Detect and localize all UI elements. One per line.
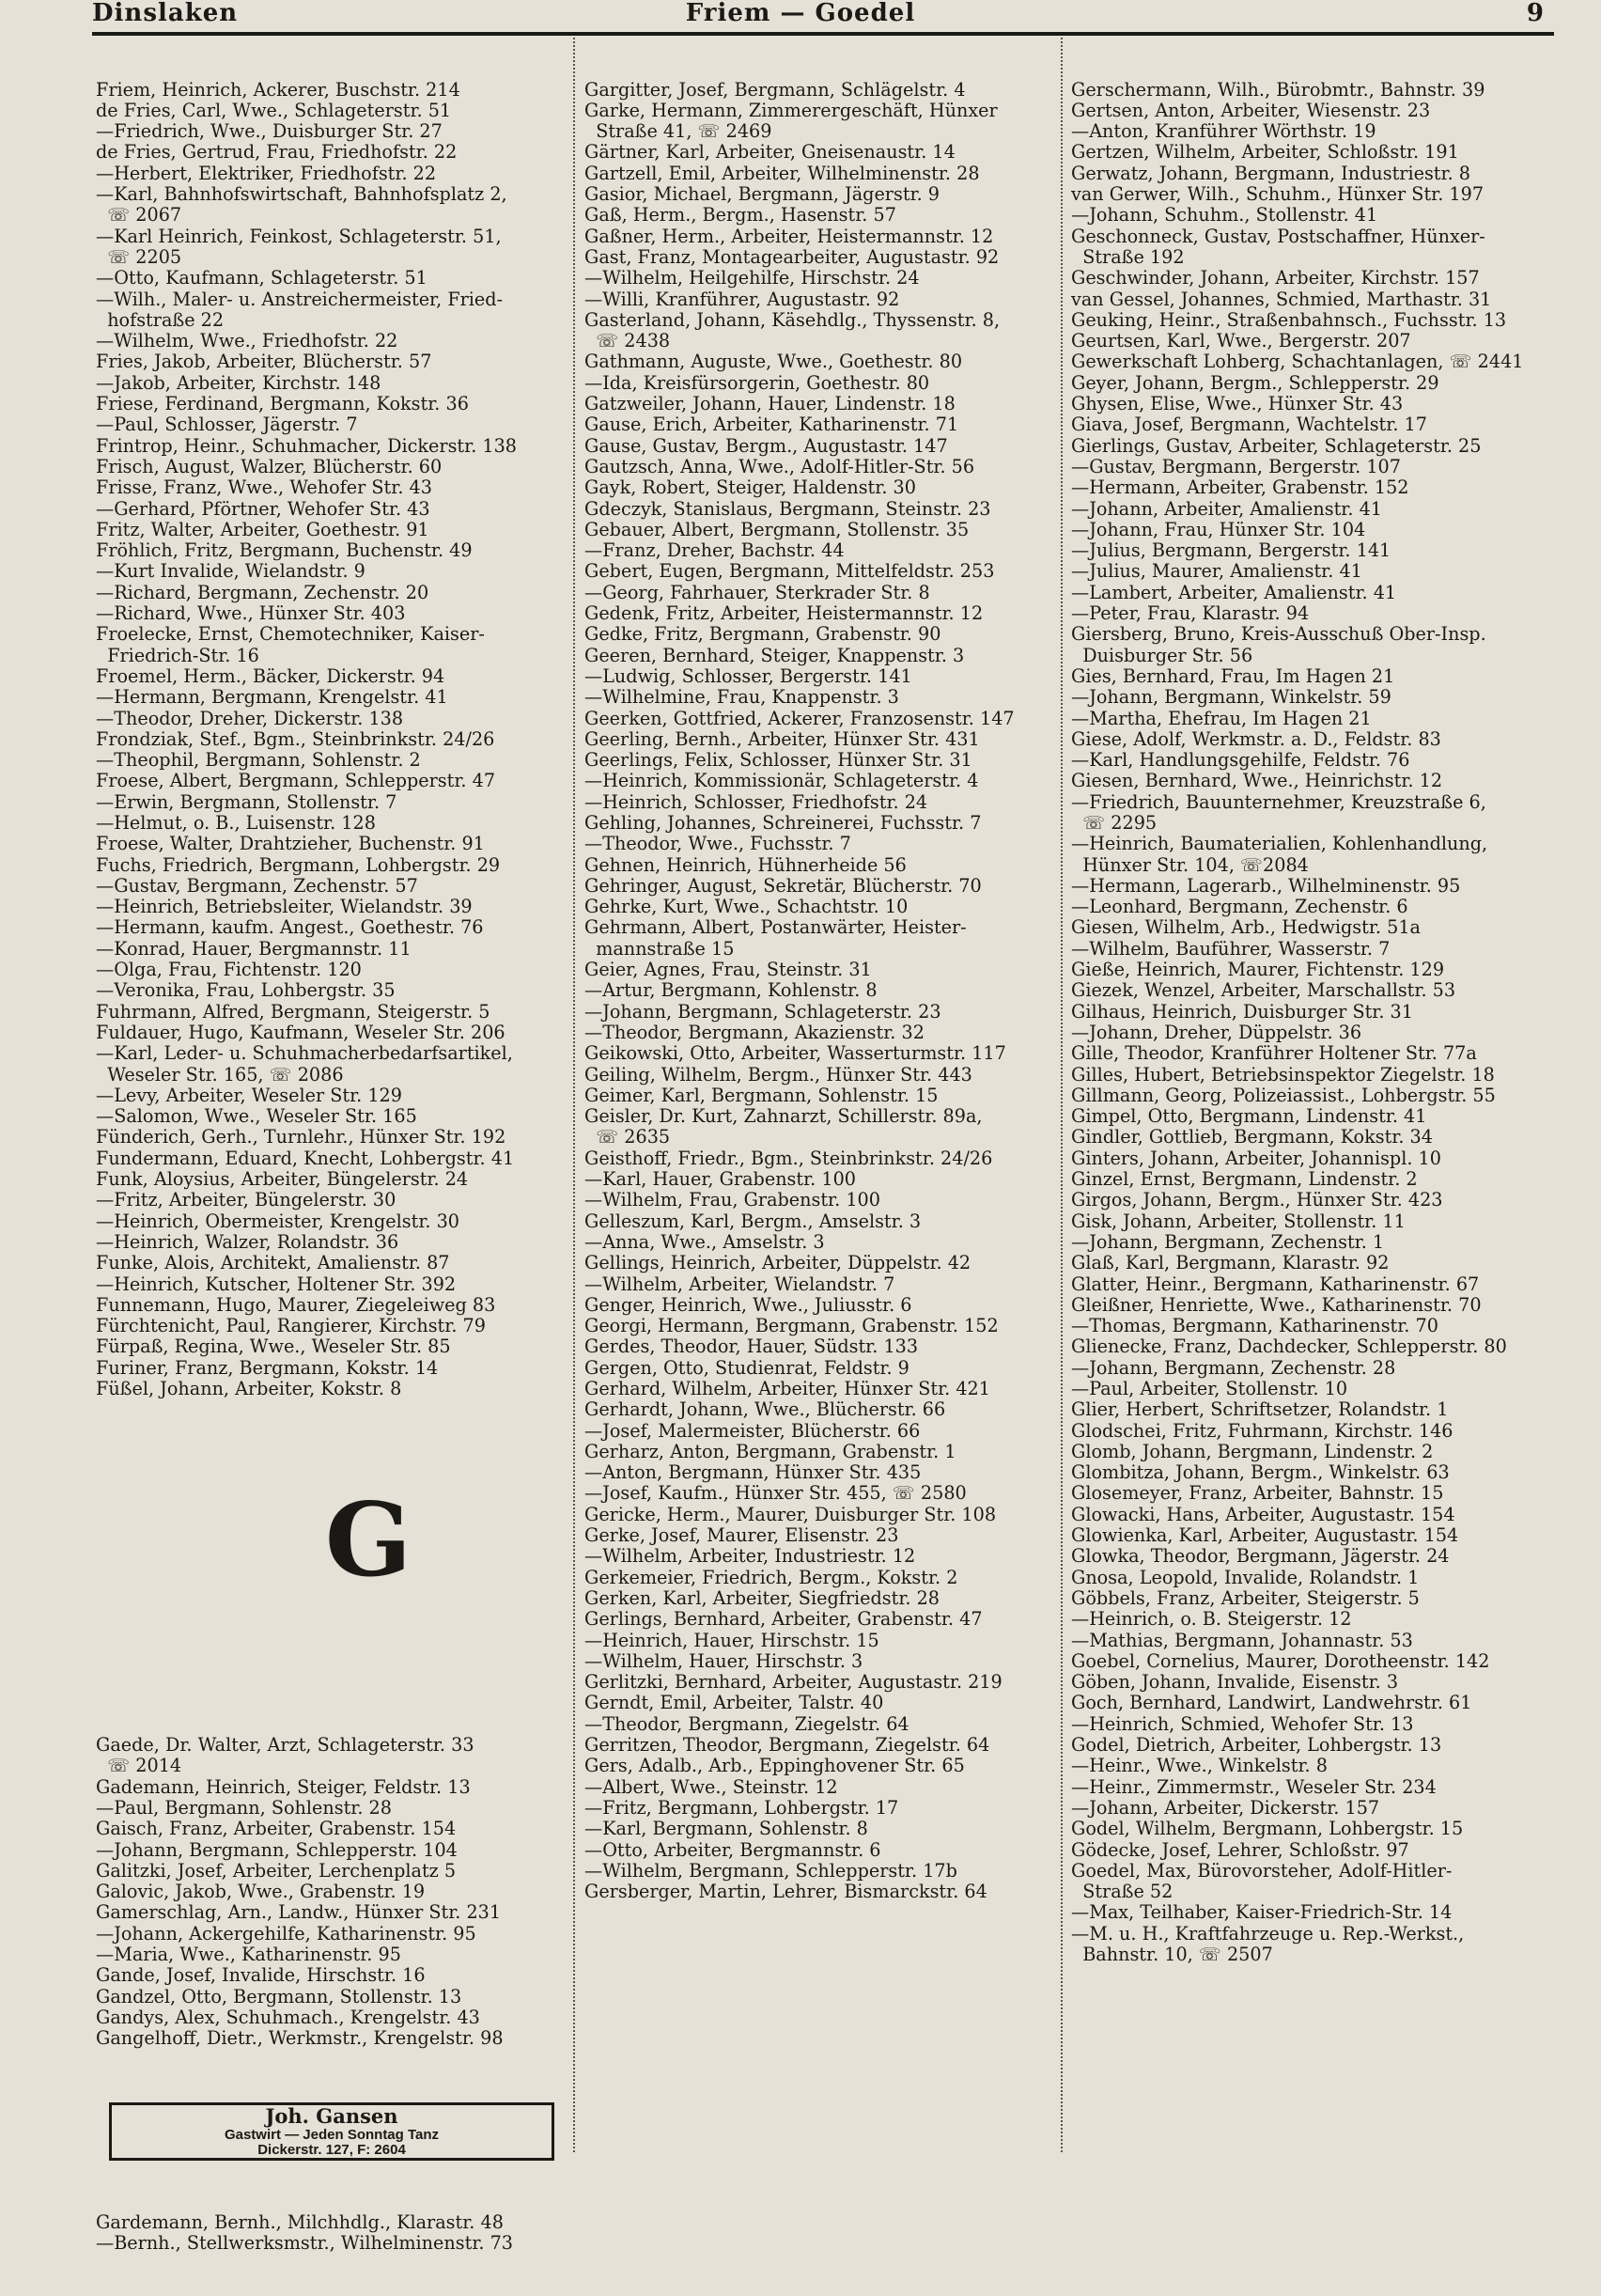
- directory-entry: van Gerwer, Wilh., Schuhm., Hünxer Str. 197: [1071, 183, 1484, 206]
- directory-entry: Gerharz, Anton, Bergmann, Grabenstr. 1: [584, 1440, 956, 1462]
- directory-entry: —Gustav, Bergmann, Zechenstr. 57: [96, 874, 418, 897]
- directory-entry: —Leonhard, Bergmann, Zechenstr. 6: [1071, 896, 1408, 918]
- section-letter-block: [96, 1442, 575, 1694]
- directory-entry: Godel, Wilhelm, Bergmann, Lohbergstr. 15: [1071, 1818, 1464, 1840]
- directory-entry: —Johann, Ackergehilfe, Katharinenstr. 95: [96, 1922, 476, 1945]
- directory-entry: Gimpel, Otto, Bergmann, Lindenstr. 41: [1071, 1105, 1427, 1128]
- directory-entry: Gast, Franz, Montagearbeiter, Augustastr. 92: [584, 245, 1000, 268]
- directory-entry: Froese, Walter, Drahtzieher, Buchenstr. 91: [96, 833, 485, 855]
- directory-entry: —Karl, Bergmann, Sohlenstr. 8: [584, 1818, 868, 1840]
- directory-entry: Geimer, Karl, Bergmann, Sohlenstr. 15: [584, 1084, 939, 1106]
- directory-entry: —Helmut, o. B., Luisenstr. 128: [96, 811, 376, 834]
- directory-entry: Gargitter, Josef, Bergmann, Schlägelstr. 4: [584, 78, 966, 101]
- directory-entry: —Josef, Malermeister, Blücherstr. 66: [584, 1419, 921, 1442]
- directory-entry: —Gerhard, Pförtner, Wehofer Str. 43: [96, 497, 430, 520]
- directory-entry: Girgos, Johann, Bergm., Hünxer Str. 423: [1071, 1189, 1443, 1211]
- directory-entry: Galitzki, Josef, Arbeiter, Lerchenplatz 5: [96, 1859, 457, 1882]
- directory-entry: —Otto, Kaufmann, Schlageterstr. 51: [96, 267, 427, 289]
- directory-entry: Fröhlich, Fritz, Bergmann, Buchenstr. 49: [96, 539, 473, 562]
- directory-entry: —Otto, Arbeiter, Bergmannstr. 6: [584, 1838, 881, 1861]
- column-1: [96, 38, 575, 2255]
- directory-entry: —Wilh., Maler- u. Anstreichermeister, Fried-: [96, 288, 504, 310]
- directory-entry: mannstraße 15: [584, 937, 735, 960]
- directory-entry: Ginters, Johann, Arbeiter, Johannispl. 10: [1071, 1147, 1441, 1169]
- directory-entry: Fritz, Walter, Arbeiter, Goethestr. 91: [96, 518, 429, 540]
- directory-entry: Glowienka, Karl, Arbeiter, Augustastr. 154: [1071, 1524, 1459, 1547]
- directory-entry: Duisburger Str. 56: [1071, 644, 1253, 666]
- directory-entry: Gaede, Dr. Walter, Arzt, Schlageterstr. 33: [96, 1734, 474, 1757]
- directory-entry: Glosemeyer, Franz, Arbeiter, Bahnstr. 15: [1071, 1482, 1444, 1505]
- directory-entry: —Paul, Arbeiter, Stollenstr. 10: [1071, 1378, 1348, 1399]
- directory-entry: ☏ 2635: [584, 1126, 671, 1148]
- directory-entry: Geisler, Dr. Kurt, Zahnarzt, Schillerstr. 89a,: [584, 1105, 983, 1128]
- directory-entry: Gerschermann, Wilh., Bürobmtr., Bahnstr. 39: [1071, 78, 1485, 101]
- directory-entry: Göbbels, Franz, Arbeiter, Steigerstr. 5: [1071, 1586, 1420, 1609]
- directory-entry: —Karl, Leder- u. Schuhmacherbedarfsartikel,: [96, 1042, 513, 1065]
- directory-entry: —Karl Heinrich, Feinkost, Schlageterstr. 51,: [96, 225, 502, 247]
- directory-entry: Glomb, Johann, Bergmann, Lindenstr. 2: [1071, 1440, 1434, 1462]
- directory-entry: —Richard, Bergmann, Zechenstr. 20: [96, 581, 429, 603]
- directory-entry: ☏ 2067: [96, 204, 182, 226]
- directory-entry: Goedel, Max, Bürovorsteher, Adolf-Hitler-: [1071, 1859, 1453, 1882]
- directory-entry: —Theodor, Dreher, Dickerstr. 138: [96, 707, 404, 729]
- directory-entry: Gedenk, Fritz, Arbeiter, Heistermannstr. 12: [584, 602, 984, 625]
- directory-entry: Fundermann, Eduard, Knecht, Lohbergstr. 41: [96, 1147, 515, 1169]
- directory-entry: ☏ 2438: [584, 330, 671, 352]
- directory-entry: Frisch, August, Walzer, Blücherstr. 60: [96, 455, 443, 477]
- directory-entry: Gasior, Michael, Bergmann, Jägerstr. 9: [584, 183, 940, 206]
- directory-entry: —Julius, Bergmann, Bergerstr. 141: [1071, 539, 1391, 562]
- directory-entry: —Erwin, Bergmann, Stollenstr. 7: [96, 790, 397, 813]
- directory-entry: —Karl, Hauer, Grabenstr. 100: [584, 1168, 856, 1191]
- directory-entry: Gerlings, Bernhard, Arbeiter, Grabenstr. 47: [584, 1608, 983, 1631]
- directory-entry: Gaß, Herm., Bergm., Hasenstr. 57: [584, 204, 896, 226]
- directory-entry: —Johann, Bergmann, Zechenstr. 28: [1071, 1356, 1396, 1379]
- directory-entry: —Heinrich, Schlosser, Friedhofstr. 24: [584, 790, 928, 813]
- directory-entry: ☏ 2014: [96, 1755, 182, 1777]
- directory-entry: Frisse, Franz, Wwe., Wehofer Str. 43: [96, 476, 432, 499]
- directory-entry: Funk, Aloysius, Arbeiter, Büngelerstr. 24: [96, 1168, 469, 1191]
- directory-entry: —Anna, Wwe., Amselstr. 3: [584, 1230, 825, 1253]
- directory-entry: Geikowski, Otto, Arbeiter, Wasserturmstr. 117: [584, 1042, 1006, 1065]
- directory-entry: —Thomas, Bergmann, Katharinenstr. 70: [1071, 1315, 1438, 1337]
- directory-entry: Gergen, Otto, Studienrat, Feldstr. 9: [584, 1356, 909, 1379]
- directory-entry: Glombitza, Johann, Bergm., Winkelstr. 63: [1071, 1461, 1450, 1484]
- directory-entry: Gericke, Herm., Maurer, Duisburger Str. 108: [584, 1503, 997, 1525]
- directory-entry: Glaß, Karl, Bergmann, Klarastr. 92: [1071, 1252, 1390, 1274]
- directory-entry: Gertzen, Wilhelm, Arbeiter, Schloßstr. 191: [1071, 141, 1459, 164]
- column-1-entries-g-cont: [96, 2212, 575, 2255]
- directory-entry: —Friedrich, Wwe., Duisburger Str. 27: [96, 120, 443, 143]
- header-town: Dinslaken: [92, 0, 239, 27]
- directory-entry: Fürchtenicht, Paul, Rangierer, Kirchstr. 79: [96, 1315, 486, 1337]
- directory-entry: Gandzel, Otto, Bergmann, Stollenstr. 13: [96, 1985, 462, 2007]
- directory-entry: Gdeczyk, Stanislaus, Bergmann, Steinstr. 23: [584, 497, 991, 520]
- directory-entry: —Heinrich, Walzer, Rolandstr. 36: [96, 1230, 399, 1253]
- directory-entry: Friese, Ferdinand, Bergmann, Kokstr. 36: [96, 393, 469, 415]
- directory-entry: Geschwinder, Johann, Arbeiter, Kirchstr. 157: [1071, 267, 1480, 289]
- directory-entry: —Hermann, Arbeiter, Grabenstr. 152: [1071, 476, 1409, 499]
- directory-entry: Galovic, Jakob, Wwe., Grabenstr. 19: [96, 1881, 426, 1903]
- directory-entry: —Johann, Frau, Hünxer Str. 104: [1071, 518, 1366, 540]
- directory-entry: Gerhard, Wilhelm, Arbeiter, Hünxer Str. 421: [584, 1378, 990, 1399]
- directory-entry: Gilles, Hubert, Betriebsinspektor Ziegelstr. 18: [1071, 1063, 1495, 1086]
- directory-entry: Glowacki, Hans, Arbeiter, Augustastr. 154: [1071, 1503, 1455, 1525]
- directory-entry: van Gessel, Johannes, Schmied, Marthastr. 31: [1071, 288, 1492, 310]
- directory-entry: Gandys, Alex, Schuhmach., Krengelstr. 43: [96, 2006, 480, 2028]
- directory-entry: Ghysen, Elise, Wwe., Hünxer Str. 43: [1071, 393, 1404, 415]
- directory-entry: —Josef, Kaufm., Hünxer Str. 455, ☏ 2580: [584, 1482, 967, 1505]
- ad-name: Joh. Gansen: [265, 2104, 398, 2129]
- directory-entry: Fünderich, Gerh., Turnlehr., Hünxer Str. 192: [96, 1126, 506, 1148]
- directory-entry: —Heinrich, Kommissionär, Schlageterstr. 4: [584, 770, 979, 792]
- directory-entry: —Franz, Dreher, Bachstr. 44: [584, 539, 845, 562]
- directory-entry: —Theodor, Bergmann, Ziegelstr. 64: [584, 1712, 909, 1735]
- directory-entry: —Jakob, Arbeiter, Kirchstr. 148: [96, 371, 381, 394]
- directory-entry: Gerhardt, Johann, Wwe., Blücherstr. 66: [584, 1398, 946, 1421]
- directory-entry: Gaisch, Franz, Arbeiter, Grabenstr. 154: [96, 1818, 457, 1840]
- directory-entry: Giersberg, Bruno, Kreis-Ausschuß Ober-Insp.: [1071, 623, 1486, 646]
- directory-entry: —Hermann, Bergmann, Krengelstr. 41: [96, 686, 448, 709]
- directory-entry: —Max, Teilhaber, Kaiser-Friedrich-Str. 14: [1071, 1901, 1453, 1924]
- directory-entry: —Heinrich, Obermeister, Krengelstr. 30: [96, 1210, 460, 1232]
- directory-entry: —Theophil, Bergmann, Sohlenstr. 2: [96, 749, 421, 772]
- directory-entry: Gangelhoff, Dietr., Werkmstr., Krengelstr. 98: [96, 2027, 504, 2050]
- directory-entry: —Richard, Wwe., Hünxer Str. 403: [96, 602, 406, 625]
- directory-entry: Straße 192: [1071, 245, 1185, 268]
- directory-entry: Fries, Jakob, Arbeiter, Blücherstr. 57: [96, 351, 432, 373]
- directory-entry: Geyer, Johann, Bergm., Schlepperstr. 29: [1071, 371, 1439, 394]
- directory-entry: Gehnen, Heinrich, Hühnerheide 56: [584, 853, 907, 876]
- directory-entry: Gewerkschaft Lohberg, Schachtanlagen, ☏ 2441: [1071, 351, 1524, 373]
- directory-entry: —Herbert, Elektriker, Friedhofstr. 22: [96, 162, 437, 184]
- directory-entry: —Julius, Maurer, Amalienstr. 41: [1071, 560, 1362, 583]
- directory-entry: —Georg, Fahrhauer, Sterkrader Str. 8: [584, 581, 930, 603]
- directory-entry: —Heinrich, Baumaterialien, Kohlenhandlung,: [1071, 833, 1488, 855]
- directory-entry: Geurtsen, Karl, Wwe., Bergerstr. 207: [1071, 330, 1411, 352]
- directory-entry: Geier, Agnes, Frau, Steinstr. 31: [584, 959, 872, 981]
- directory-entry: —Theodor, Wwe., Fuchsstr. 7: [584, 833, 851, 855]
- directory-entry: Gerlitzki, Bernhard, Arbeiter, Augustastr. 219: [584, 1671, 1003, 1694]
- directory-entry: Froemel, Herm., Bäcker, Dickerstr. 94: [96, 664, 445, 687]
- directory-entry: Gatzweiler, Johann, Hauer, Lindenstr. 18: [584, 393, 956, 415]
- directory-entry: Geuking, Heinr., Straßenbahnsch., Fuchsstr. 13: [1071, 308, 1507, 331]
- directory-entry: —Salomon, Wwe., Weseler Str. 165: [96, 1105, 417, 1128]
- directory-entry: —Levy, Arbeiter, Weseler Str. 129: [96, 1084, 402, 1106]
- advertisement-box: [109, 2102, 554, 2161]
- directory-entry: —Wilhelm, Bergmann, Schlepperstr. 17b: [584, 1859, 957, 1882]
- directory-entry: —Johann, Arbeiter, Dickerstr. 157: [1071, 1796, 1380, 1819]
- column-1-entries-g: [96, 1735, 575, 2049]
- directory-entry: Fuldauer, Hugo, Kaufmann, Weseler Str. 206: [96, 1021, 505, 1043]
- directory-entry: Geeren, Bernhard, Steiger, Knappenstr. 3: [584, 644, 965, 666]
- directory-entry: Bahnstr. 10, ☏ 2507: [1071, 1944, 1273, 1966]
- directory-entry: —Ludwig, Schlosser, Bergerstr. 141: [584, 664, 912, 687]
- directory-entry: Gaßner, Herm., Arbeiter, Heistermannstr. 12: [584, 225, 994, 247]
- header-rule: [92, 32, 1554, 36]
- directory-entry: —Heinrich, Kutscher, Holtener Str. 392: [96, 1273, 457, 1295]
- directory-entry: Gerritzen, Theodor, Bergmann, Ziegelstr. 64: [584, 1734, 990, 1757]
- directory-entry: —Johann, Bergmann, Schlageterstr. 23: [584, 1000, 941, 1023]
- directory-entry: —Anton, Bergmann, Hünxer Str. 435: [584, 1461, 922, 1484]
- directory-entry: Geerling, Bernh., Arbeiter, Hünxer Str. 431: [584, 727, 980, 750]
- directory-entry: Geschonneck, Gustav, Postschaffner, Hünxer-: [1071, 225, 1485, 247]
- directory-entry: Göben, Johann, Invalide, Eisenstr. 3: [1071, 1671, 1399, 1694]
- directory-entry: —Gustav, Bergmann, Bergerstr. 107: [1071, 455, 1401, 477]
- directory-entry: hofstraße 22: [96, 308, 225, 331]
- directory-entry: ☏ 2295: [1071, 811, 1158, 834]
- directory-entry: Froelecke, Ernst, Chemotechniker, Kaiser-: [96, 623, 485, 646]
- column-2-entries: [584, 80, 1064, 1903]
- directory-entry: Gasterland, Johann, Käsehdlg., Thyssenstr. 8,: [584, 308, 1001, 331]
- directory-entry: Funke, Alois, Architekt, Amalienstr. 87: [96, 1252, 450, 1274]
- directory-entry: Gilhaus, Heinrich, Duisburger Str. 31: [1071, 1000, 1413, 1023]
- ad-line-1: Gastwirt — Jeden Sonntag Tanz: [224, 2127, 440, 2144]
- directory-entry: —Fritz, Arbeiter, Büngelerstr. 30: [96, 1189, 396, 1211]
- directory-entry: Gause, Erich, Arbeiter, Katharinenstr. 71: [584, 414, 959, 436]
- directory-entry: Glienecke, Franz, Dachdecker, Schlepperstr. 80: [1071, 1335, 1507, 1358]
- directory-entry: —Wilhelm, Wwe., Friedhofstr. 22: [96, 330, 398, 352]
- directory-entry: Gademann, Heinrich, Steiger, Feldstr. 13: [96, 1775, 471, 1798]
- running-header: [0, 0, 1601, 26]
- directory-entry: Geisthoff, Friedr., Bgm., Steinbrinkstr. 24/26: [584, 1147, 993, 1169]
- directory-entry: —Fritz, Bergmann, Lohbergstr. 17: [584, 1796, 899, 1819]
- directory-entry: Fuhrmann, Alfred, Bergmann, Steigerstr. 5: [96, 1000, 490, 1023]
- directory-entry: Friedrich-Str. 16: [96, 644, 259, 666]
- directory-entry: —Paul, Schlosser, Jägerstr. 7: [96, 414, 358, 436]
- directory-entry: —Hermann, kaufm. Angest., Goethestr. 76: [96, 916, 484, 939]
- directory-entry: Froese, Albert, Bergmann, Schlepperstr. 47: [96, 770, 496, 792]
- directory-entry: Gellings, Heinrich, Arbeiter, Düppelstr. 42: [584, 1252, 971, 1274]
- directory-entry: —Kurt Invalide, Wielandstr. 9: [96, 560, 365, 583]
- directory-entry: de Fries, Carl, Wwe., Schlageterstr. 51: [96, 99, 452, 121]
- directory-entry: Geerlings, Felix, Schlosser, Hünxer Str. 31: [584, 749, 972, 772]
- directory-entry: Gerndt, Emil, Arbeiter, Talstr. 40: [584, 1692, 884, 1714]
- directory-entry: Gebert, Eugen, Bergmann, Mittelfeldstr. 253: [584, 560, 995, 583]
- directory-entry: —Karl, Handlungsgehilfe, Feldstr. 76: [1071, 749, 1410, 772]
- column-3-entries: [1071, 80, 1550, 1966]
- directory-entry: Gieße, Heinrich, Maurer, Fichtenstr. 129: [1071, 959, 1445, 981]
- directory-entry: Gindler, Gottlieb, Bergmann, Kokstr. 34: [1071, 1126, 1433, 1148]
- directory-entry: —Wilhelm, Arbeiter, Industriestr. 12: [584, 1545, 916, 1568]
- directory-entry: Funnemann, Hugo, Maurer, Ziegeleiweg 83: [96, 1293, 496, 1316]
- directory-entry: Hünxer Str. 104, ☏2084: [1071, 853, 1309, 876]
- directory-entry: Gedke, Fritz, Bergmann, Grabenstr. 90: [584, 623, 941, 646]
- directory-entry: —Johann, Arbeiter, Amalienstr. 41: [1071, 497, 1382, 520]
- directory-entry: Gleißner, Henriette, Wwe., Katharinenstr. 70: [1071, 1293, 1482, 1316]
- directory-entry: de Fries, Gertrud, Frau, Friedhofstr. 22: [96, 141, 458, 164]
- directory-entry: —Johann, Bergmann, Zechenstr. 1: [1071, 1230, 1385, 1253]
- directory-entry: Fürpaß, Regina, Wwe., Weseler Str. 85: [96, 1335, 451, 1358]
- directory-entry: Garke, Hermann, Zimmerergeschäft, Hünxer: [584, 99, 998, 121]
- directory-entry: —Martha, Ehefrau, Im Hagen 21: [1071, 707, 1372, 729]
- directory-entry: Gies, Bernhard, Frau, Im Hagen 21: [1071, 664, 1395, 687]
- directory-entry: —Ida, Kreisfürsorgerin, Goethestr. 80: [584, 371, 930, 394]
- directory-entry: —M. u. H., Kraftfahrzeuge u. Rep.-Werkst.,: [1071, 1922, 1465, 1945]
- column-3: [1071, 38, 1550, 2152]
- directory-entry: —Maria, Wwe., Katharinenstr. 95: [96, 1944, 401, 1966]
- directory-entry: Gerken, Karl, Arbeiter, Siegfriedstr. 28: [584, 1586, 940, 1609]
- directory-entry: Glatter, Heinr., Bergmann, Katharinenstr. 67: [1071, 1273, 1480, 1295]
- directory-entry: Frintrop, Heinr., Schuhmacher, Dickerstr. 138: [96, 434, 518, 457]
- directory-entry: Geerken, Gottfried, Ackerer, Franzosenstr. 147: [584, 707, 1015, 729]
- directory-entry: Geiling, Wilhelm, Bergm., Hünxer Str. 443: [584, 1063, 972, 1086]
- directory-entry: Gardemann, Bernh., Milchhdlg., Klarastr. 48: [96, 2210, 504, 2233]
- directory-entry: Gebauer, Albert, Bergmann, Stollenstr. 35: [584, 518, 970, 540]
- directory-entry: Ginzel, Ernst, Bergmann, Lindenstr. 2: [1071, 1168, 1418, 1191]
- directory-entry: Glodschei, Fritz, Fuhrmann, Kirchstr. 146: [1071, 1419, 1453, 1442]
- directory-entry: Gersberger, Martin, Lehrer, Bismarckstr. 64: [584, 1881, 987, 1903]
- directory-entry: —Peter, Frau, Klarastr. 94: [1071, 602, 1310, 625]
- directory-entry: Furiner, Franz, Bergmann, Kokstr. 14: [96, 1356, 439, 1379]
- directory-entry: Glowka, Theodor, Bergmann, Jägerstr. 24: [1071, 1545, 1450, 1568]
- directory-entry: —Wilhelmine, Frau, Knappenstr. 3: [584, 686, 899, 709]
- directory-entry: Gnosa, Leopold, Invalide, Rolandstr. 1: [1071, 1566, 1420, 1588]
- directory-entry: —Wilhelm, Heilgehilfe, Hirschstr. 24: [584, 267, 920, 289]
- header-name-range: Friem — Goedel: [685, 0, 916, 27]
- column-1-entries-f: [96, 80, 575, 1400]
- directory-entry: Goebel, Cornelius, Maurer, Dorotheenstr. 142: [1071, 1649, 1490, 1672]
- directory-entry: Gamerschlag, Arn., Landw., Hünxer Str. 231: [96, 1901, 502, 1924]
- directory-entry: Gande, Josef, Invalide, Hirschstr. 16: [96, 1964, 426, 1987]
- directory-entry: —Johann, Bergmann, Schlepperstr. 104: [96, 1838, 458, 1861]
- directory-entry: Gathmann, Auguste, Wwe., Goethestr. 80: [584, 351, 963, 373]
- directory-entry: Gillmann, Georg, Polizeiassist., Lohbergstr. 55: [1071, 1084, 1496, 1106]
- directory-entry: Gehringer, August, Sekretär, Blücherstr. 70: [584, 874, 982, 897]
- directory-entry: —Wilhelm, Bauführer, Wasserstr. 7: [1071, 937, 1391, 960]
- directory-entry: Straße 41, ☏ 2469: [584, 120, 772, 143]
- directory-entry: —Willi, Kranführer, Augustastr. 92: [584, 288, 900, 310]
- directory-entry: —Mathias, Bergmann, Johannastr. 53: [1071, 1629, 1413, 1651]
- directory-entry: —Bernh., Stellwerksmstr., Wilhelminenstr. 73: [96, 2232, 513, 2255]
- directory-entry: —Hermann, Lagerarb., Wilhelminenstr. 95: [1071, 874, 1461, 897]
- directory-entry: Gerdes, Theodor, Hauer, Südstr. 133: [584, 1335, 919, 1358]
- directory-entry: Giesen, Wilhelm, Arb., Hedwigstr. 51a: [1071, 916, 1421, 939]
- directory-entry: —Heinrich, Hauer, Hirschstr. 15: [584, 1629, 879, 1651]
- directory-entry: Gärtner, Karl, Arbeiter, Gneisenaustr. 14: [584, 141, 956, 164]
- directory-entry: Gisk, Johann, Arbeiter, Stollenstr. 11: [1071, 1210, 1406, 1232]
- directory-entry: Genger, Heinrich, Wwe., Juliusstr. 6: [584, 1293, 912, 1316]
- directory-entry: Gehling, Johannes, Schreinerei, Fuchsstr. 7: [584, 811, 982, 834]
- directory-entry: —Heinrich, o. B. Steigerstr. 12: [1071, 1608, 1352, 1631]
- directory-entry: —Heinr., Zimmermstr., Weseler Str. 234: [1071, 1775, 1437, 1798]
- directory-entry: Gertsen, Anton, Arbeiter, Wiesenstr. 23: [1071, 99, 1431, 121]
- directory-entry: —Johann, Schuhm., Stollenstr. 41: [1071, 204, 1378, 226]
- directory-entry: —Wilhelm, Hauer, Hirschstr. 3: [584, 1649, 863, 1672]
- directory-entry: Glier, Herbert, Schriftsetzer, Rolandstr. 1: [1071, 1398, 1449, 1421]
- section-letter-g: G: [324, 1480, 412, 1600]
- directory-entry: Gehrke, Kurt, Wwe., Schachtstr. 10: [584, 896, 909, 918]
- directory-entry: Giesen, Bernhard, Wwe., Heinrichstr. 12: [1071, 770, 1443, 792]
- directory-entry: —Konrad, Hauer, Bergmannstr. 11: [96, 937, 412, 960]
- directory-entry: Friem, Heinrich, Ackerer, Buschstr. 214: [96, 78, 460, 101]
- directory-entry: Straße 52: [1071, 1881, 1174, 1903]
- directory-entry: —Albert, Wwe., Steinstr. 12: [584, 1775, 838, 1798]
- directory-entry: Gers, Adalb., Arb., Eppinghovener Str. 65: [584, 1755, 965, 1777]
- directory-entry: Gerwatz, Johann, Bergmann, Industriestr. 8: [1071, 162, 1470, 184]
- directory-entry: Giese, Adolf, Werkmstr. a. D., Feldstr. 83: [1071, 727, 1441, 750]
- directory-entry: —Artur, Bergmann, Kohlenstr. 8: [584, 979, 878, 1002]
- directory-entry: Georgi, Hermann, Bergmann, Grabenstr. 152: [584, 1315, 999, 1337]
- ad-line-2: Dickerstr. 127, F: 2604: [257, 2142, 406, 2159]
- directory-entry: Gille, Theodor, Kranführer Holtener Str. 77a: [1071, 1042, 1477, 1065]
- directory-entry: —Heinrich, Betriebsleiter, Wielandstr. 39: [96, 896, 473, 918]
- directory-entry: Gehrmann, Albert, Postanwärter, Heister-: [584, 916, 967, 939]
- directory-entry: Weseler Str. 165, ☏ 2086: [96, 1063, 344, 1086]
- directory-entry: —Johann, Bergmann, Winkelstr. 59: [1071, 686, 1391, 709]
- directory-entry: —Veronika, Frau, Lohbergstr. 35: [96, 979, 396, 1002]
- directory-entry: —Johann, Dreher, Düppelstr. 36: [1071, 1021, 1362, 1043]
- directory-entry: Goch, Bernhard, Landwirt, Landwehrstr. 61: [1071, 1692, 1472, 1714]
- directory-entry: Giava, Josef, Bergmann, Wachtelstr. 17: [1071, 414, 1427, 436]
- directory-entry: Gause, Gustav, Bergm., Augustastr. 147: [584, 434, 948, 457]
- directory-entry: Gierlings, Gustav, Arbeiter, Schlageterstr. 25: [1071, 434, 1482, 457]
- directory-entry: Gerkemeier, Friedrich, Bergm., Kokstr. 2: [584, 1566, 958, 1588]
- directory-entry: Gautzsch, Anna, Wwe., Adolf-Hitler-Str. 56: [584, 455, 975, 477]
- directory-entry: —Olga, Frau, Fichtenstr. 120: [96, 959, 362, 981]
- directory-entry: —Friedrich, Bauunternehmer, Kreuzstraße 6,: [1071, 790, 1486, 813]
- directory-entry: —Anton, Kranführer Wörthstr. 19: [1071, 120, 1376, 143]
- directory-entry: Godel, Dietrich, Arbeiter, Lohbergstr. 13: [1071, 1734, 1442, 1757]
- directory-entry: Fuchs, Friedrich, Bergmann, Lohbergstr. 29: [96, 853, 501, 876]
- directory-entry: —Wilhelm, Arbeiter, Wielandstr. 7: [584, 1273, 895, 1295]
- page-number: 9: [1526, 0, 1545, 27]
- directory-entry: Frondziak, Stef., Bgm., Steinbrinkstr. 24/26: [96, 727, 495, 750]
- directory-entry: —Lambert, Arbeiter, Amalienstr. 41: [1071, 581, 1397, 603]
- directory-entry: —Karl, Bahnhofswirtschaft, Bahnhofsplatz 2,: [96, 183, 507, 206]
- directory-entry: Gayk, Robert, Steiger, Haldenstr. 30: [584, 476, 916, 499]
- directory-entry: —Heinr., Wwe., Winkelstr. 8: [1071, 1755, 1328, 1777]
- directory-entry: —Paul, Bergmann, Sohlenstr. 28: [96, 1796, 392, 1819]
- directory-entry: Gartzell, Emil, Arbeiter, Wilhelminenstr. 28: [584, 162, 980, 184]
- directory-entry: ☏ 2205: [96, 245, 182, 268]
- directory-entry: Gerke, Josef, Maurer, Elisenstr. 23: [584, 1524, 899, 1547]
- directory-entry: —Wilhelm, Frau, Grabenstr. 100: [584, 1189, 880, 1211]
- directory-entry: Gödecke, Josef, Lehrer, Schloßstr. 97: [1071, 1838, 1409, 1861]
- directory-entry: Gelleszum, Karl, Bergm., Amselstr. 3: [584, 1210, 922, 1232]
- directory-entry: —Heinrich, Schmied, Wehofer Str. 13: [1071, 1712, 1414, 1735]
- directory-entry: Füßel, Johann, Arbeiter, Kokstr. 8: [96, 1378, 402, 1399]
- column-2: [584, 38, 1064, 2152]
- directory-entry: —Theodor, Bergmann, Akazienstr. 32: [584, 1021, 925, 1043]
- directory-entry: Giezek, Wenzel, Arbeiter, Marschallstr. 53: [1071, 979, 1456, 1002]
